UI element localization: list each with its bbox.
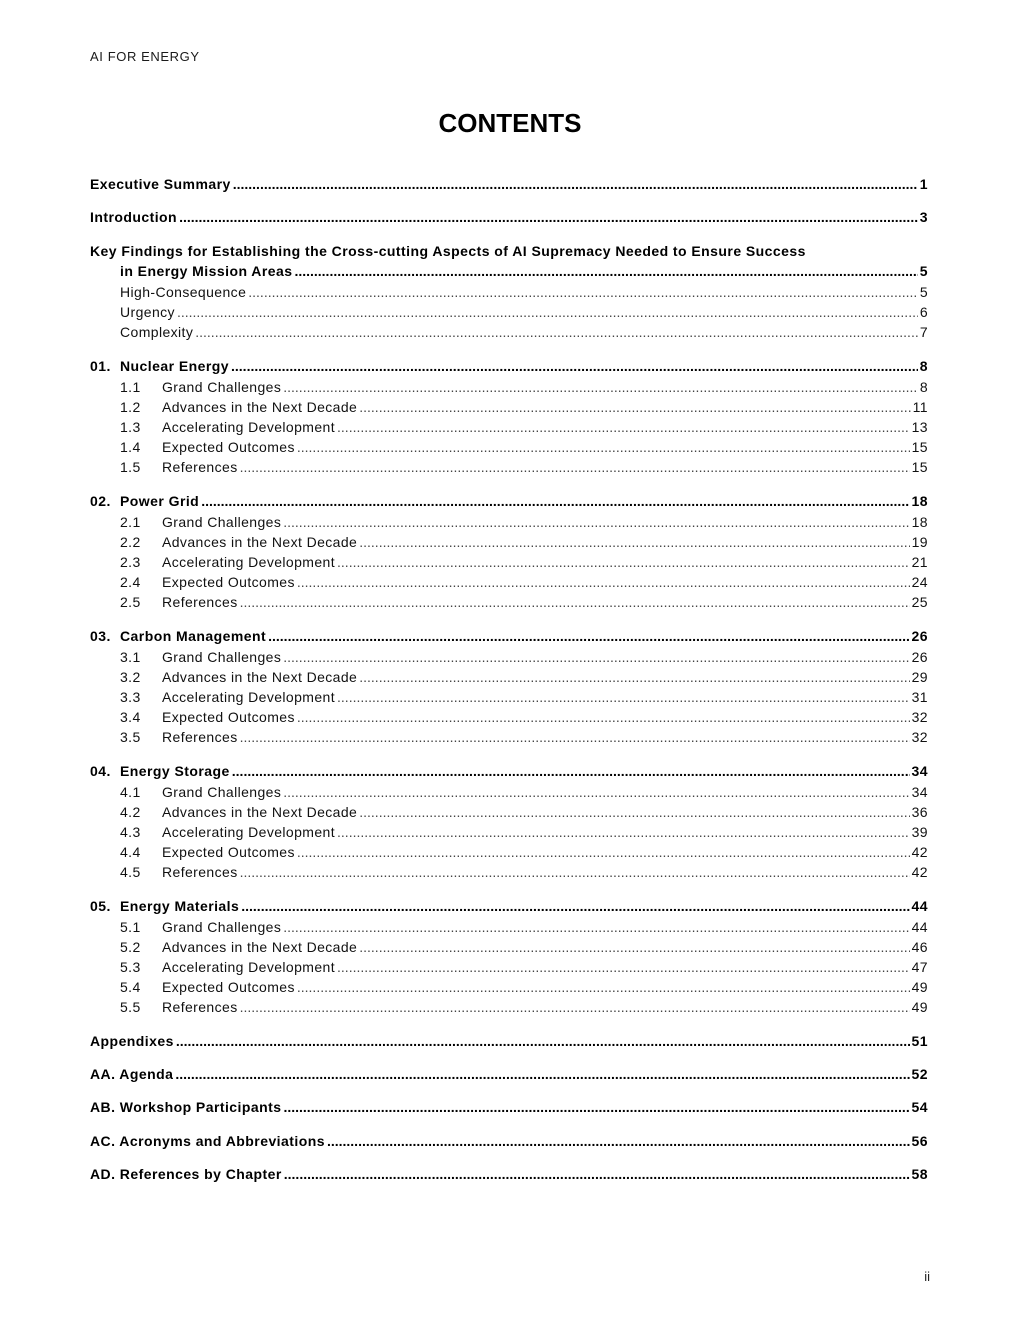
page-title: CONTENTS: [438, 108, 582, 138]
toc-section[interactable]: [90, 782, 928, 802]
dot-leader: [201, 491, 909, 511]
toc-section-label: Advances in the Next Decade: [162, 669, 358, 685]
toc-section[interactable]: [90, 397, 928, 417]
dot-leader: [232, 761, 910, 781]
toc-chapter-energy-materials[interactable]: [90, 896, 928, 916]
toc-subentry-page: 5: [919, 284, 928, 300]
dot-leader: [297, 842, 910, 862]
toc-section-page: 49: [911, 999, 928, 1015]
toc-section-label: Grand Challenges: [162, 919, 282, 935]
toc-chapter-label: Carbon Management: [120, 628, 267, 644]
toc-entry-executive-summary[interactable]: [90, 174, 928, 194]
toc-chapter-power-grid[interactable]: [90, 491, 928, 511]
toc-entry-label: Appendixes: [90, 1033, 174, 1049]
dot-leader: [359, 802, 909, 822]
toc-section-page: 34: [911, 784, 928, 800]
toc-section-page: 46: [911, 939, 928, 955]
dot-leader: [177, 302, 918, 322]
toc-section[interactable]: [90, 727, 928, 747]
toc-entry-page: 54: [911, 1099, 928, 1115]
dot-leader: [175, 1064, 909, 1084]
toc-chapter-label: Power Grid: [120, 493, 200, 509]
running-header: AI FOR ENERGY: [90, 49, 200, 64]
dot-leader: [283, 782, 909, 802]
toc-chapter-page: 26: [911, 628, 928, 644]
toc-section-label: References: [162, 729, 238, 745]
toc-section[interactable]: [90, 957, 928, 977]
dot-leader: [240, 457, 910, 477]
toc-section-number: 4.4: [120, 844, 141, 860]
dot-leader: [268, 626, 909, 646]
toc-section-label: Expected Outcomes: [162, 844, 295, 860]
toc-section-number: 5.4: [120, 979, 141, 995]
toc-section-number: 5.2: [120, 939, 141, 955]
toc-entry-key-findings-line2[interactable]: [90, 261, 928, 281]
dot-leader: [231, 356, 918, 376]
toc-chapter-page: 18: [911, 493, 928, 509]
toc-section[interactable]: [90, 917, 928, 937]
toc-section-label: Advances in the Next Decade: [162, 939, 358, 955]
dot-leader: [359, 532, 909, 552]
toc-chapter-nuclear-energy[interactable]: [90, 356, 928, 376]
toc-section-page: 18: [911, 514, 928, 530]
dot-leader: [337, 957, 910, 977]
toc-chapter-carbon-management[interactable]: [90, 626, 928, 646]
dot-leader: [179, 207, 918, 227]
toc-section-number: 3.2: [120, 669, 141, 685]
toc-section[interactable]: [90, 822, 928, 842]
toc-section[interactable]: [90, 532, 928, 552]
toc-section-number: 5.5: [120, 999, 141, 1015]
toc-section-label: Accelerating Development: [162, 554, 336, 570]
dot-leader: [297, 572, 910, 592]
toc-subentry-urgency[interactable]: [90, 302, 928, 322]
toc-section-page: 49: [911, 979, 928, 995]
dot-leader: [359, 937, 909, 957]
toc-section-label: Grand Challenges: [162, 649, 282, 665]
toc-section-label: Expected Outcomes: [162, 439, 295, 455]
toc-section[interactable]: [90, 512, 928, 532]
toc-section[interactable]: [90, 842, 928, 862]
toc-section-number: 4.1: [120, 784, 141, 800]
toc-section-number: 2.2: [120, 534, 141, 550]
toc-section-number: 3.1: [120, 649, 141, 665]
toc-subentry-complexity[interactable]: [90, 322, 928, 342]
toc-section-number: 1.1: [120, 379, 141, 395]
dot-leader: [297, 977, 910, 997]
toc-entry-appendixes[interactable]: [90, 1031, 928, 1051]
toc-section[interactable]: [90, 862, 928, 882]
toc-entry-label: in Energy Mission Areas: [120, 263, 293, 279]
toc-section-number: 1.3: [120, 419, 141, 435]
toc-section-page: 8: [919, 379, 928, 395]
toc-section[interactable]: [90, 552, 928, 572]
dot-leader: [283, 512, 909, 532]
toc-entry-page: 56: [911, 1133, 928, 1149]
toc-entry-page: 1: [919, 176, 928, 192]
toc-section[interactable]: [90, 417, 928, 437]
toc-entry-appendix-references[interactable]: [90, 1164, 928, 1184]
dot-leader: [195, 322, 918, 342]
toc-chapter-number: 03.: [90, 628, 111, 644]
toc-chapter-number: 01.: [90, 358, 111, 374]
toc-entry-page: 5: [919, 263, 928, 279]
toc-section-page: 29: [911, 669, 928, 685]
toc-section[interactable]: [90, 437, 928, 457]
dot-leader: [176, 1031, 910, 1051]
toc-section-page: 31: [911, 689, 928, 705]
toc-section-label: Grand Challenges: [162, 784, 282, 800]
toc-entry-page: 3: [919, 209, 928, 225]
toc-section[interactable]: [90, 997, 928, 1017]
toc-entry-page: 52: [911, 1066, 928, 1082]
dot-leader: [283, 647, 909, 667]
toc-section-page: 42: [911, 864, 928, 880]
toc-subentry-label: High-Consequence: [120, 284, 247, 300]
toc-section-label: Advances in the Next Decade: [162, 804, 358, 820]
toc-section-number: 4.5: [120, 864, 141, 880]
toc-section-label: References: [162, 594, 238, 610]
dot-leader: [248, 282, 918, 302]
toc-section-label: Expected Outcomes: [162, 709, 295, 725]
dot-leader: [327, 1131, 910, 1151]
dot-leader: [337, 687, 910, 707]
toc-section[interactable]: [90, 377, 928, 397]
toc-section-label: Grand Challenges: [162, 514, 282, 530]
toc-section-number: 2.3: [120, 554, 141, 570]
toc-section-page: 13: [911, 419, 928, 435]
dot-leader: [240, 862, 910, 882]
toc-chapter-label: Energy Storage: [120, 763, 230, 779]
toc-section-page: 26: [911, 649, 928, 665]
toc-subentry-page: 6: [919, 304, 928, 320]
toc-section-label: Accelerating Development: [162, 419, 336, 435]
dot-leader: [240, 727, 910, 747]
toc-chapter-page: 44: [911, 898, 928, 914]
toc-section-label: Accelerating Development: [162, 959, 336, 975]
toc-section-label: References: [162, 864, 238, 880]
toc-entry-appendix-workshop-participants[interactable]: [90, 1097, 928, 1117]
toc-section-label: Accelerating Development: [162, 824, 336, 840]
toc-section-number: 3.5: [120, 729, 141, 745]
toc-section-number: 1.5: [120, 459, 141, 475]
toc-section-number: 5.1: [120, 919, 141, 935]
toc-section-page: 42: [911, 844, 928, 860]
toc-section-label: Expected Outcomes: [162, 979, 295, 995]
toc-subentry-label: Urgency: [120, 304, 175, 320]
dot-leader: [241, 896, 909, 916]
dot-leader: [233, 174, 918, 194]
toc-entry-page: 58: [911, 1166, 928, 1182]
toc-section-page: 36: [911, 804, 928, 820]
dot-leader: [283, 377, 918, 397]
toc-subentry-label: Complexity: [120, 324, 194, 340]
toc-section-number: 1.2: [120, 399, 141, 415]
dot-leader: [240, 997, 910, 1017]
toc-entry-label: AC. Acronyms and Abbreviations: [90, 1133, 325, 1149]
toc-chapter-energy-storage[interactable]: [90, 761, 928, 781]
toc-chapter-number: 05.: [90, 898, 111, 914]
toc-section-label: Advances in the Next Decade: [162, 399, 358, 415]
page-number: ii: [924, 1269, 930, 1284]
toc-section-label: Advances in the Next Decade: [162, 534, 358, 550]
toc-chapter-number: 02.: [90, 493, 111, 509]
toc-entry-appendix-agenda[interactable]: [90, 1064, 928, 1084]
toc-subentry-page: 7: [919, 324, 928, 340]
dot-leader: [297, 707, 910, 727]
toc-section[interactable]: [90, 667, 928, 687]
dot-leader: [359, 397, 910, 417]
toc-chapter-label: Energy Materials: [120, 898, 240, 914]
dot-leader: [297, 437, 910, 457]
toc-entry-label: AA. Agenda: [90, 1066, 174, 1082]
toc-section[interactable]: [90, 647, 928, 667]
toc-chapter-page: 8: [919, 358, 928, 374]
toc-section-page: 25: [911, 594, 928, 610]
toc-section-number: 2.5: [120, 594, 141, 610]
toc-section-number: 3.3: [120, 689, 141, 705]
toc-section-page: 11: [912, 399, 928, 415]
toc-section-page: 21: [911, 554, 928, 570]
dot-leader: [283, 917, 909, 937]
toc-section-page: 15: [911, 439, 928, 455]
toc-section[interactable]: [90, 977, 928, 997]
toc-subentry-high-consequence[interactable]: [90, 282, 928, 302]
toc-section-number: 4.2: [120, 804, 141, 820]
toc-entry-label: Executive Summary: [90, 176, 231, 192]
dot-leader: [294, 261, 917, 281]
toc-section[interactable]: [90, 457, 928, 477]
toc-chapter-label: Nuclear Energy: [120, 358, 230, 374]
toc-section-page: 39: [911, 824, 928, 840]
toc-section[interactable]: [90, 592, 928, 612]
toc-section-number: 2.4: [120, 574, 141, 590]
dot-leader: [240, 592, 910, 612]
dot-leader: [283, 1097, 909, 1117]
toc-entry-label: Key Findings for Establishing the Cross-cutting Aspects of AI Supremacy Needed to Ensure Success: [90, 243, 806, 259]
toc-section-label: Grand Challenges: [162, 379, 282, 395]
toc-section-label: Accelerating Development: [162, 689, 336, 705]
toc-section-page: 47: [911, 959, 928, 975]
toc-section-label: References: [162, 999, 238, 1015]
toc-entry-key-findings-line1[interactable]: [90, 241, 928, 261]
toc-entry-page: 51: [911, 1033, 928, 1049]
dot-leader: [337, 552, 910, 572]
toc-section-number: 4.3: [120, 824, 141, 840]
toc-entry-label: AB. Workshop Participants: [90, 1099, 282, 1115]
dot-leader: [284, 1164, 910, 1184]
dot-leader: [337, 822, 910, 842]
toc-section-page: 24: [911, 574, 928, 590]
toc-section-page: 15: [911, 459, 928, 475]
toc-section-number: 3.4: [120, 709, 141, 725]
toc-entry-label: Introduction: [90, 209, 178, 225]
toc-section-number: 1.4: [120, 439, 141, 455]
toc-section-label: Expected Outcomes: [162, 574, 295, 590]
toc-section-number: 5.3: [120, 959, 141, 975]
toc-entry-appendix-acronyms[interactable]: [90, 1131, 928, 1151]
toc-section[interactable]: [90, 707, 928, 727]
toc-entry-introduction[interactable]: [90, 207, 928, 227]
dot-leader: [337, 417, 910, 437]
toc-section-page: 32: [911, 729, 928, 745]
toc-section-label: References: [162, 459, 238, 475]
toc-section[interactable]: [90, 687, 928, 707]
toc-section-number: 2.1: [120, 514, 141, 530]
toc-section-page: 32: [911, 709, 928, 725]
dot-leader: [359, 667, 909, 687]
toc-chapter-number: 04.: [90, 763, 111, 779]
toc-entry-label: AD. References by Chapter: [90, 1166, 282, 1182]
toc-section-page: 19: [911, 534, 928, 550]
toc-section[interactable]: [90, 572, 928, 592]
toc-chapter-page: 34: [911, 763, 928, 779]
toc-section[interactable]: [90, 802, 928, 822]
toc-section-page: 44: [911, 919, 928, 935]
toc-section[interactable]: [90, 937, 928, 957]
